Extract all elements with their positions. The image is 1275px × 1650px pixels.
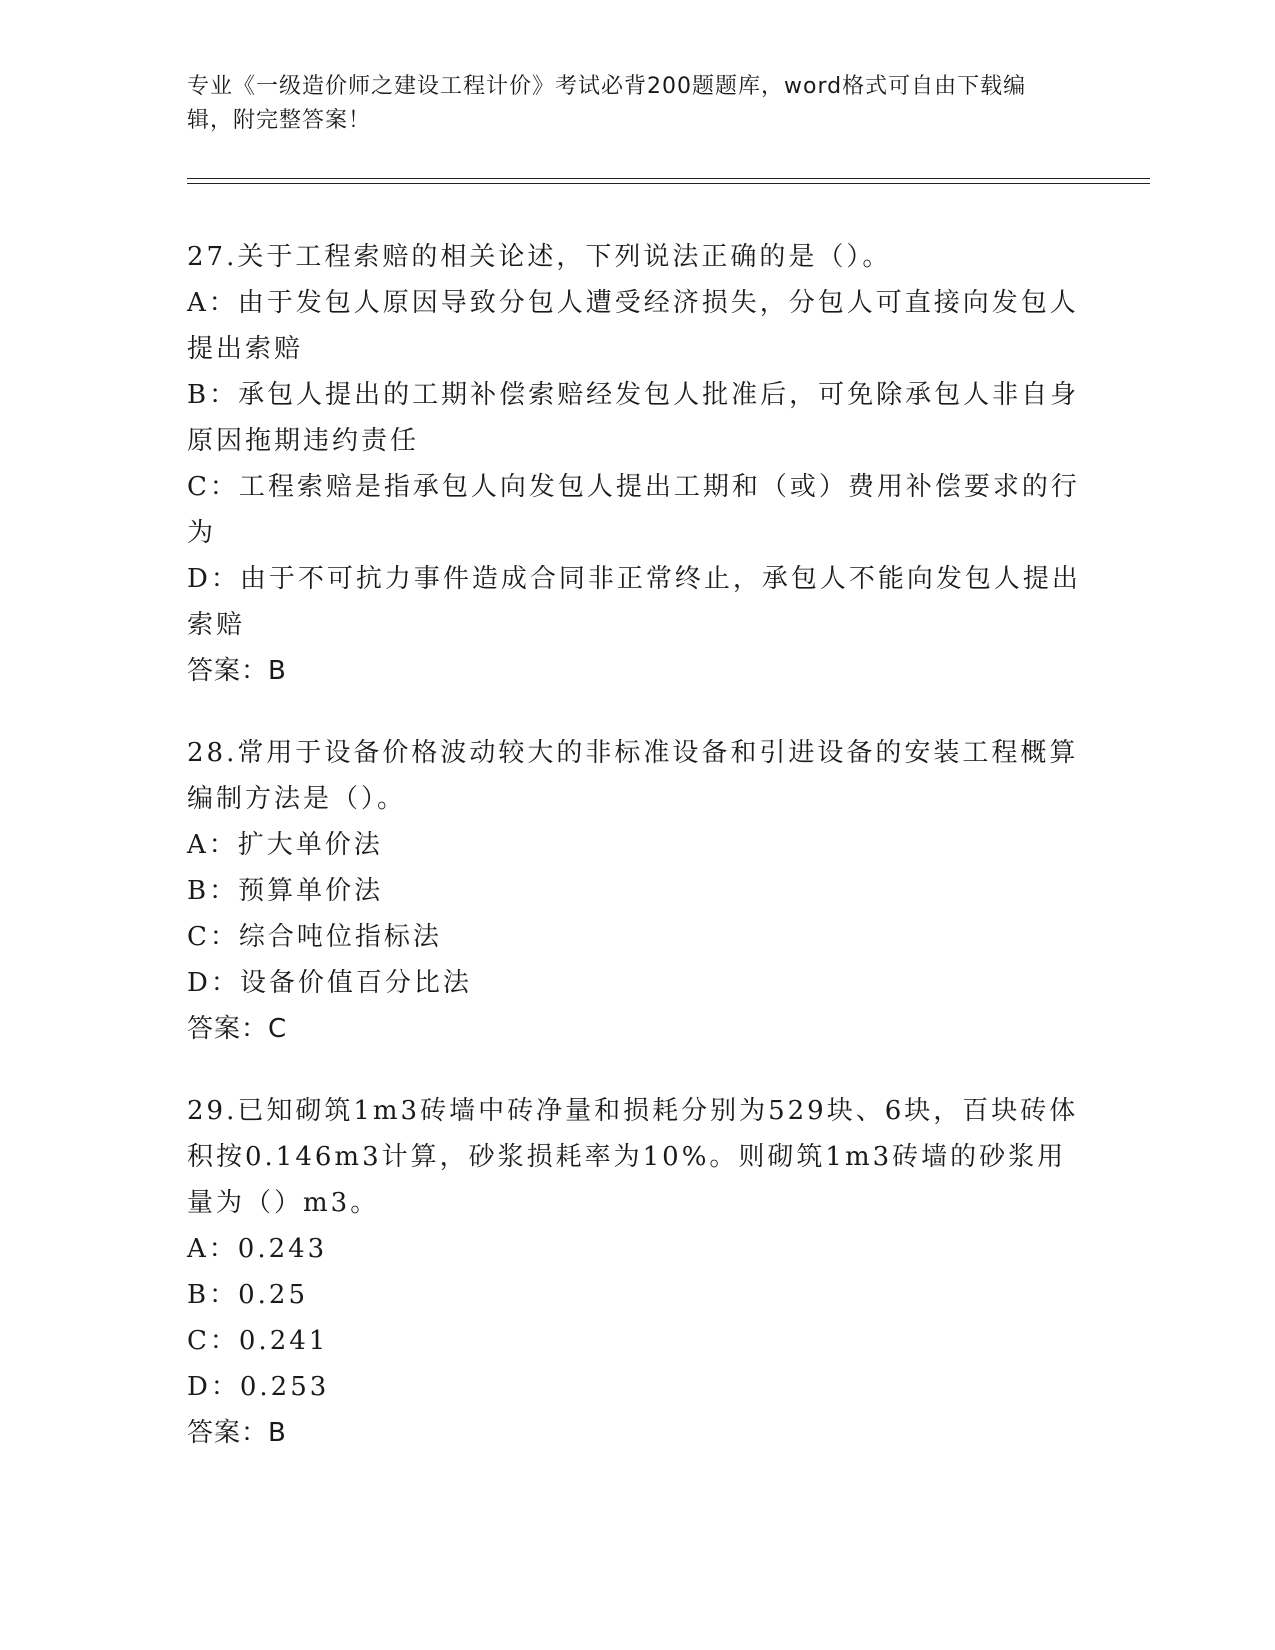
question-29: [187, 1088, 1087, 1456]
header-intro-text: 专业《一级造价师之建设工程计价》考试必背200题题库，word格式可自由下载编辑，附完整答案！: [187, 74, 1027, 133]
question-27: [187, 234, 1087, 694]
header-divider-top: [187, 178, 1150, 179]
option-d: D：由于不可抗力事件造成合同非正常终止，承包人不能向发包人提出索赔: [187, 564, 1081, 640]
question-28: [187, 730, 1087, 1052]
question-text: 27.关于工程索赔的相关论述，下列说法正确的是（）。: [187, 242, 892, 272]
answer-label: 答案：C: [187, 1014, 288, 1044]
document-header: [187, 70, 1067, 138]
question-text: 28.常用于设备价格波动较大的非标准设备和引进设备的安装工程概算编制方法是（）。: [187, 738, 1079, 814]
option-a: A：由于发包人原因导致分包人遭受经济损失，分包人可直接向发包人提出索赔: [187, 288, 1079, 364]
option-b: B：承包人提出的工期补偿索赔经发包人批准后，可免除承包人非自身原因拖期违约责任: [187, 380, 1080, 456]
option-c: C：综合吨位指标法: [187, 922, 442, 952]
option-b: B：0.25: [187, 1280, 308, 1310]
option-a: A：0.243: [187, 1234, 328, 1264]
question-text: 29.已知砌筑1m3砖墙中砖净量和损耗分别为529块、6块，百块砖体积按0.146m3计算，砂浆损耗率为10%。则砌筑1m3砖墙的砂浆用量为（）m3。: [187, 1096, 1079, 1218]
option-d: D：0.253: [187, 1372, 330, 1402]
option-b: B：预算单价法: [187, 876, 384, 906]
option-a: A：扩大单价法: [187, 830, 383, 860]
answer-label: 答案：B: [187, 656, 287, 686]
option-c: C：工程索赔是指承包人向发包人提出工期和（或）费用补偿要求的行为: [187, 472, 1080, 548]
answer-label: 答案：B: [187, 1418, 287, 1448]
header-divider-bottom: [187, 183, 1150, 184]
option-c: C：0.241: [187, 1326, 329, 1356]
question-list: [187, 234, 1087, 1492]
option-d: D：设备价值百分比法: [187, 968, 472, 998]
